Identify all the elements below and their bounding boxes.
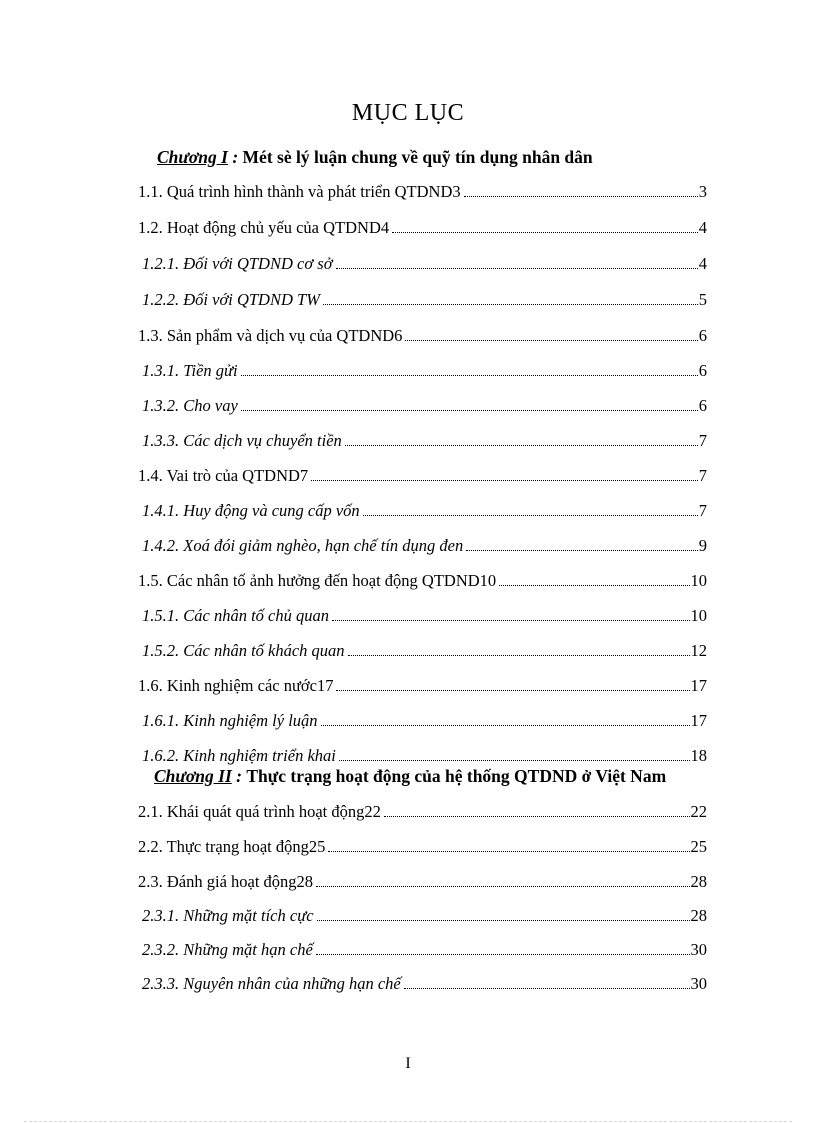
toc-leader-dots (499, 585, 689, 586)
toc-leader-dots (323, 304, 698, 305)
toc-entry-2-3[interactable] (138, 868, 707, 892)
toc-entry-1-3-1[interactable] (142, 357, 707, 381)
toc-entry-1-4-1[interactable] (142, 497, 707, 521)
chapter-1-label: Chương I (157, 147, 228, 167)
toc-entry-1-6-1[interactable] (142, 707, 707, 731)
toc-page-number: 22 (690, 802, 707, 821)
toc-entry-text: 2.3.3. Nguyên nhân của những hạn chế (142, 974, 401, 993)
toc-entry-text: 1.2. Hoạt động chủ yếu của QTDND4 (138, 218, 390, 237)
toc-entry-text: 1.5.2. Các nhân tố khách quan (142, 641, 345, 660)
toc-page-number: 9 (698, 536, 707, 555)
toc-page-number: 17 (690, 711, 707, 730)
toc-page-number: 6 (698, 326, 707, 345)
toc-entry-text: 1.5. Các nhân tố ảnh hưởng đến hoạt động QTDND10 (138, 571, 497, 590)
toc-leader-dots (321, 725, 690, 726)
toc-page-number: 17 (690, 676, 707, 695)
toc-entry-text: 1.3.2. Cho vay (142, 396, 238, 415)
toc-entry-text: 1.1. Quá trình hình thành và phát triển QTDND3 (138, 182, 461, 201)
toc-entry-text: 2.2. Thực trạng hoạt động25 (138, 837, 326, 856)
toc-leader-dots (332, 620, 690, 621)
chapter-2-label: Chương II (154, 766, 232, 786)
toc-page-number: 28 (690, 872, 707, 891)
toc-entry-text: 1.2.2. Đối với QTDND TW (142, 290, 320, 309)
chapter-1-title: Mét sè lý luận chung về quỹ tín dụng nhân dân (242, 147, 593, 167)
toc-entry-text: 2.1. Khái quát quá trình hoạt động22 (138, 802, 381, 821)
toc-entry-text: 1.3.3. Các dịch vụ chuyển tiền (142, 431, 342, 450)
toc-entry-text: 1.4.1. Huy động và cung cấp vốn (142, 501, 360, 520)
toc-leader-dots (363, 515, 698, 516)
toc-entry-text: 1.3. Sản phẩm và dịch vụ của QTDND6 (138, 326, 403, 345)
toc-leader-dots (466, 550, 697, 551)
toc-entry-text: 2.3. Đánh giá hoạt động28 (138, 872, 314, 891)
toc-entry-2-2[interactable] (138, 833, 707, 857)
toc-entry-1-2[interactable] (138, 214, 707, 238)
toc-entry-1-1[interactable] (138, 178, 707, 202)
toc-leader-dots (339, 760, 690, 761)
page-bottom-divider (24, 1121, 792, 1122)
toc-entry-1-3-2[interactable] (142, 392, 707, 416)
toc-leader-dots (328, 851, 689, 852)
chapter-1-separator: : (227, 147, 243, 167)
toc-page-number: 12 (690, 641, 707, 660)
toc-entry-text: 1.5.1. Các nhân tố chủ quan (142, 606, 329, 625)
toc-page-number: 18 (690, 746, 707, 765)
toc-page-number: 10 (690, 606, 707, 625)
toc-page-number: 3 (698, 182, 707, 201)
toc-leader-dots (392, 232, 698, 233)
toc-entry-2-3-2[interactable] (142, 936, 707, 960)
toc-page-number: 28 (690, 906, 707, 925)
toc-entry-text: 2.3.1. Những mặt tích cực (142, 906, 314, 925)
toc-leader-dots (348, 655, 690, 656)
toc-entry-1-2-1[interactable] (142, 250, 707, 274)
toc-entry-1-2-2[interactable] (142, 286, 707, 310)
toc-entry-1-6[interactable] (138, 672, 707, 696)
toc-leader-dots (241, 410, 698, 411)
chapter-1-heading (157, 147, 593, 168)
toc-entry-2-1[interactable] (138, 798, 707, 822)
toc-entry-1-3-3[interactable] (142, 427, 707, 451)
toc-entry-1-6-2[interactable] (142, 742, 707, 766)
page-title: MỤC LỤC (351, 100, 465, 126)
toc-leader-dots (336, 268, 698, 269)
toc-entry-1-5-2[interactable] (142, 637, 707, 661)
chapter-2-separator: : (231, 766, 247, 786)
toc-page-number: 5 (698, 290, 707, 309)
chapter-2-heading (154, 766, 666, 787)
toc-leader-dots (316, 886, 689, 887)
toc-entry-text: 1.6.1. Kinh nghiệm lý luận (142, 711, 318, 730)
toc-leader-dots (316, 954, 690, 955)
toc-leader-dots (404, 988, 690, 989)
toc-entry-1-5-1[interactable] (142, 602, 707, 626)
toc-page-number: 4 (698, 254, 707, 273)
toc-entry-1-3[interactable] (138, 322, 707, 346)
toc-page-number: 6 (698, 396, 707, 415)
toc-entry-text: 1.4.2. Xoá đói giảm nghèo, hạn chế tín dụng đen (142, 536, 464, 555)
toc-leader-dots (241, 375, 698, 376)
toc-entry-text: 1.4. Vai trò của QTDND7 (138, 466, 309, 485)
toc-page-number: 6 (698, 361, 707, 380)
toc-page-number: 7 (698, 431, 707, 450)
toc-entry-text: 1.2.1. Đối với QTDND cơ sở (142, 254, 333, 273)
toc-leader-dots (384, 816, 690, 817)
toc-entry-text: 2.3.2. Những mặt hạn chế (142, 940, 313, 959)
toc-page-number: 30 (690, 940, 707, 959)
toc-entry-text: 1.3.1. Tiền gửi (142, 361, 238, 380)
toc-entry-1-4-2[interactable] (142, 532, 707, 556)
toc-leader-dots (405, 340, 697, 341)
toc-entry-1-5[interactable] (138, 567, 707, 591)
toc-entry-1-4[interactable] (138, 462, 707, 486)
toc-leader-dots (317, 920, 690, 921)
toc-leader-dots (311, 480, 698, 481)
toc-entry-text: 1.6. Kinh nghiệm các nước17 (138, 676, 334, 695)
toc-page-number: 4 (698, 218, 707, 237)
page-number: I (405, 1055, 411, 1072)
toc-page-number: 25 (690, 837, 707, 856)
chapter-2-title: Thực trạng hoạt động của hệ thống QTDND ở Việt Nam (246, 766, 667, 786)
toc-leader-dots (345, 445, 698, 446)
toc-leader-dots (464, 196, 698, 197)
toc-leader-dots (336, 690, 689, 691)
toc-entry-2-3-1[interactable] (142, 902, 707, 926)
toc-page-number: 10 (690, 571, 707, 590)
toc-entry-2-3-3[interactable] (142, 970, 707, 994)
toc-entry-text: 1.6.2. Kinh nghiệm triển khai (142, 746, 336, 765)
toc-page-number: 7 (698, 466, 707, 485)
toc-page-number: 7 (698, 501, 707, 520)
toc-page-number: 30 (690, 974, 707, 993)
